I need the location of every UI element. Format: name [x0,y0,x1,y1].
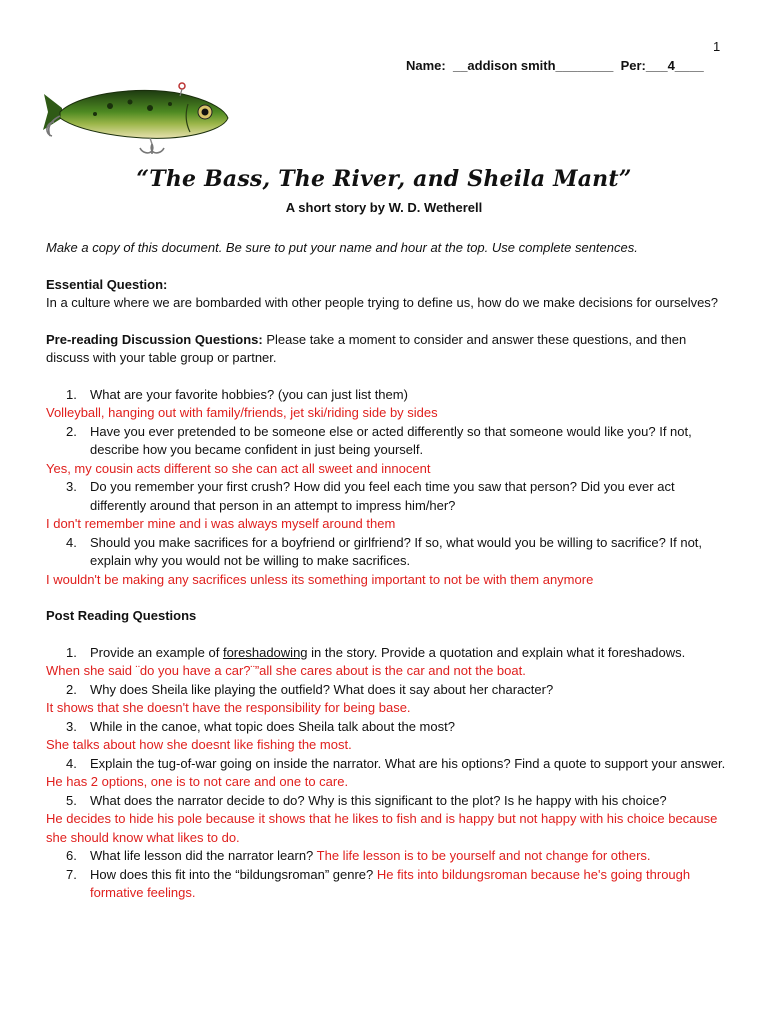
postreading-question-7 [46,866,726,903]
story-title: “The Bass, The River, and Sheila Mant” [136,166,632,192]
postreading-answer-7: He fits into bildungsroman because he's going through formative feelings. [90,866,691,900]
question-text [90,866,726,903]
question-number: 5. [66,792,77,808]
prereading-question-4 [46,534,726,571]
postreading-answer-6: The life lesson is to be yourself and not change for others. [316,848,651,863]
question-number: 4. [66,755,77,771]
question-number: 2. [66,423,77,439]
question-text: Should you make sacrifices for a boyfriend or girlfriend? If so, what would you be willing to sacrifice? If not, explain why you would not be willing to make sacrifices. [90,534,703,568]
question-text: What does the narrator decide to do? Why is this significant to the plot? Is he happy with his choice? [90,792,667,808]
postreading-answer-4: He has 2 options, one is to not care and one to care. [46,774,349,789]
question-text: What are your favorite hobbies? (you can just list them) [90,386,408,402]
question-number: 2. [66,681,77,697]
postreading-question-5 [46,792,726,811]
question-text [90,644,726,663]
essential-question-text: In a culture where we are bombarded with other people trying to define us, how do we make decisions for ourselves? [46,295,719,310]
postreading-answer-1: When she said ¨do you have a car?¨”all she cares about is the car and not the boat. [46,663,526,678]
question-number: 1. [66,644,77,660]
question-text-part: What life lesson did the narrator learn? [90,848,317,863]
postreading-heading: Post Reading Questions [46,608,197,623]
prereading-answer-3: I don't remember mine and i was always myself around them [46,516,396,531]
question-number: 3. [66,718,77,734]
question-text: Explain the tug-of-war going on inside the narrator. What are his options? Find a quote to support your answer. [90,755,726,771]
question-number: 1. [66,386,77,402]
prereading-question-3 [46,478,726,515]
prereading-heading: Pre-reading Discussion Questions: [46,331,263,347]
postreading-answer-2: It shows that she doesn't have the responsibility for being base. [46,700,411,715]
postreading-question-1 [46,644,726,663]
essential-question-heading: Essential Question: [46,276,168,292]
story-subtitle: A short story by W. D. Wetherell [285,200,483,215]
question-text-part: How does this fit into the “bildungsroman” genre? [90,866,374,882]
prereading-question-2 [46,423,726,460]
question-text [90,847,726,866]
postreading-question-3 [46,718,726,737]
question-text: While in the canoe, what topic does Sheila talk about the most? [90,718,455,734]
fishing-lure-icon [40,74,240,156]
question-text: Do you remember your first crush? How did you feel each time you saw that person? Did you ever act differently around that person in an attempt to impress him/her? [90,479,675,513]
prereading-question-1 [46,386,726,405]
question-number: 4. [66,534,77,550]
prereading-answer-4: I wouldn't be making any sacrifices unless its something important to not be with them anymore [46,571,594,587]
prereading-answer-2: Yes, my cousin acts different so she can act all sweet and innocent [46,460,431,476]
postreading-answer-3: She talks about how she doesnt like fishing the most. [46,737,352,752]
name-period-line: Name: __addison smith________ Per:___4____ [406,58,704,73]
prereading-intro-text: Please take a moment to consider and answer these questions, and then discuss with your table group or partner. [46,331,687,365]
prereading-intro [46,331,726,368]
question-text: Why does Sheila like playing the outfield? What does it say about her character? [90,681,554,697]
question-number: 6. [66,848,77,863]
question-text-part: in the story. Provide a quotation and explain what it foreshadows. [307,644,686,660]
question-number: 7. [66,866,77,882]
question-text: Have you ever pretended to be someone else or acted differently so that someone would like you? If not, describe how you became confident in just being yourself. [90,423,692,457]
foreshadowing-term: foreshadowing [222,644,308,660]
worksheet-body [46,239,726,903]
postreading-question-4 [46,755,726,774]
question-text-part: Provide an example of [90,644,223,660]
prereading-answer-1: Volleyball, hanging out with family/friends, jet ski/riding side by sides [46,405,438,420]
postreading-question-2 [46,681,726,700]
question-number: 3. [66,479,77,494]
postreading-question-6 [46,847,726,866]
page-number: 1 [713,39,721,54]
postreading-answer-5: He decides to hide his pole because it shows that he likes to fish and is happy but not happy with his choice because she should know what likes to do. [46,811,718,845]
instructions: Make a copy of this document. Be sure to put your name and hour at the top. Use complete sentences. [46,240,638,255]
